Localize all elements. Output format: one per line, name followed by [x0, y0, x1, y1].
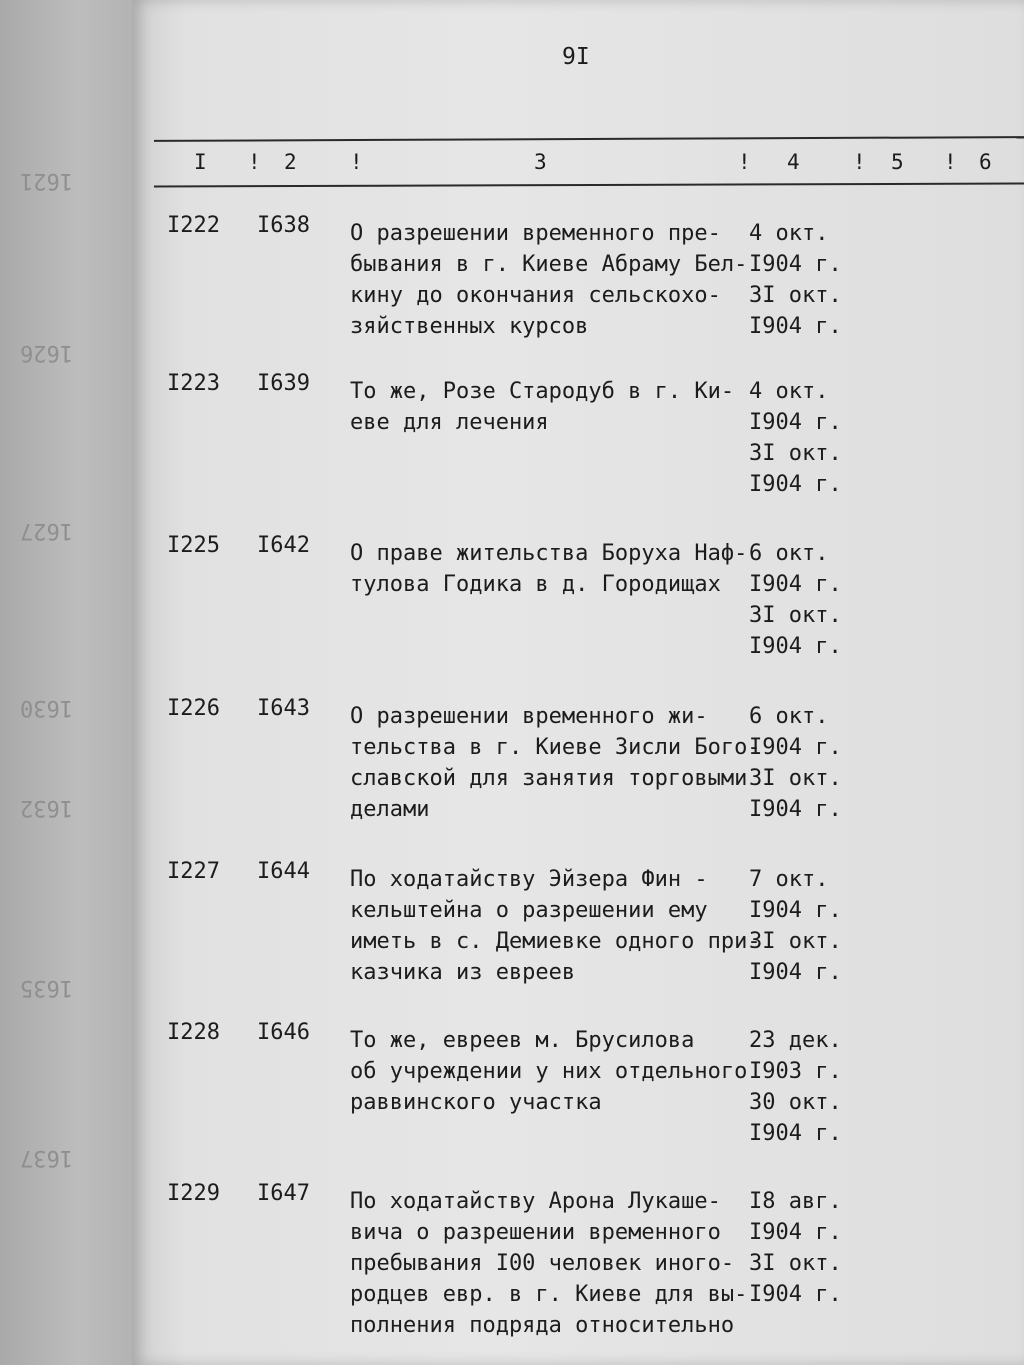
record-description: [350, 864, 761, 988]
record-dates: [749, 701, 889, 825]
description-line: кельштейна о разрешении ему: [350, 898, 708, 923]
date-line: I904 г.: [749, 1220, 842, 1245]
facing-page-number: 1637: [20, 1145, 73, 1170]
record-description: [350, 701, 761, 825]
description-line: родцев евр. в г. Киеве для вы-: [350, 1282, 748, 1307]
date-line: 7 окт.: [749, 867, 829, 892]
date-line: I904 г.: [749, 797, 842, 822]
description-line: об учреждении у них отдельного: [350, 1059, 748, 1084]
header-rule-bottom: [154, 182, 1024, 187]
file-number: I646: [257, 1020, 310, 1045]
description-line: иметь в с. Демиевке одного при-: [350, 929, 761, 954]
record-number: I227: [167, 859, 220, 884]
description-line: делами: [350, 797, 430, 822]
date-line: I904 г.: [749, 1282, 842, 1307]
column-header: [154, 150, 1024, 180]
column-header-3: 3: [534, 150, 547, 174]
description-line: вича о разрешении временного: [350, 1220, 721, 1245]
date-line: 3I окт.: [749, 603, 842, 628]
column-separator: !: [248, 150, 261, 174]
description-line: То же, Розе Стародуб в г. Ки-: [350, 379, 735, 404]
date-line: I904 г.: [749, 472, 842, 497]
date-line: 4 окт.: [749, 379, 829, 404]
record-dates: [749, 1186, 889, 1310]
date-line: I904 г.: [749, 960, 842, 985]
date-line: I904 г.: [749, 572, 842, 597]
facing-page: [0, 0, 132, 1365]
record-description: [350, 218, 750, 342]
file-number: I642: [257, 533, 310, 558]
description-line: По ходатайству Эйзера Фин -: [350, 867, 708, 892]
record-number: I223: [167, 371, 220, 396]
record-description: [350, 1186, 750, 1341]
record-dates: [749, 864, 889, 988]
record-dates: [749, 1025, 889, 1149]
file-number: I643: [257, 696, 310, 721]
description-line: О разрешении временного жи-: [350, 704, 708, 729]
column-header-4: 4: [787, 150, 800, 174]
facing-page-number: 1632: [20, 795, 73, 820]
date-line: 3I окт.: [749, 441, 842, 466]
column-header-1: I: [194, 150, 207, 174]
description-line: зяйственных курсов: [350, 314, 589, 339]
record-number: I228: [167, 1020, 220, 1045]
description-line: кину до окончания сельскохо-: [350, 283, 721, 308]
description-line: тулова Годика в д. Городищах: [350, 572, 721, 597]
column-header-6: 6: [979, 150, 992, 174]
description-line: тельства в г. Киеве Зисли Бого-: [350, 735, 761, 760]
file-number: I639: [257, 371, 310, 396]
column-separator: !: [944, 150, 957, 174]
facing-page-number: 1630: [20, 695, 73, 720]
date-line: I904 г.: [749, 634, 842, 659]
record-description: [350, 538, 750, 600]
record-description: [350, 1025, 750, 1118]
facing-page-number: 1635: [20, 975, 73, 1000]
record-dates: [749, 376, 889, 500]
record-number: I226: [167, 696, 220, 721]
record-number: I222: [167, 213, 220, 238]
facing-page-number: 1621: [20, 168, 73, 193]
date-line: 23 дек.: [749, 1028, 842, 1053]
record-description: [350, 376, 750, 438]
description-line: О разрешении временного пре-: [350, 221, 721, 246]
date-line: 4 окт.: [749, 221, 829, 246]
date-line: I903 г.: [749, 1059, 842, 1084]
column-separator: !: [853, 150, 866, 174]
description-line: пребывания I00 человек иного-: [350, 1251, 735, 1276]
column-header-2: 2: [284, 150, 297, 174]
file-number: I644: [257, 859, 310, 884]
column-separator: !: [738, 150, 751, 174]
date-line: I904 г.: [749, 252, 842, 277]
description-line: раввинского участка: [350, 1090, 602, 1115]
description-line: бывания в г. Киеве Абраму Бел-: [350, 252, 748, 277]
description-line: То же, евреев м. Брусилова: [350, 1028, 695, 1053]
record-dates: [749, 218, 889, 342]
date-line: 6 окт.: [749, 541, 829, 566]
description-line: О праве жительства Боруха Наф-: [350, 541, 748, 566]
record-dates: [749, 538, 889, 662]
description-line: полнения подряда относительно: [350, 1313, 735, 1338]
document-page: [132, 0, 1024, 1365]
date-line: 30 окт.: [749, 1090, 842, 1115]
date-line: I904 г.: [749, 898, 842, 923]
date-line: I904 г.: [749, 314, 842, 339]
date-line: 3I окт.: [749, 283, 842, 308]
date-line: 3I окт.: [749, 1251, 842, 1276]
file-number: I647: [257, 1181, 310, 1206]
date-line: I904 г.: [749, 410, 842, 435]
description-line: славской для занятия торговыми: [350, 766, 748, 791]
record-number: I225: [167, 533, 220, 558]
header-rule-top: [154, 136, 1024, 142]
facing-page-number: 1627: [20, 518, 73, 543]
record-number: I229: [167, 1181, 220, 1206]
date-line: 3I окт.: [749, 766, 842, 791]
column-header-5: 5: [891, 150, 904, 174]
date-line: I904 г.: [749, 735, 842, 760]
date-line: 6 окт.: [749, 704, 829, 729]
description-line: еве для лечения: [350, 410, 549, 435]
date-line: I904 г.: [749, 1121, 842, 1146]
date-line: 3I окт.: [749, 929, 842, 954]
description-line: По ходатайству Арона Лукаше-: [350, 1189, 721, 1214]
date-line: I8 авг.: [749, 1189, 842, 1214]
facing-page-number: 1626: [20, 340, 73, 365]
column-separator: !: [350, 150, 363, 174]
page-number: 9I: [562, 44, 590, 70]
description-line: казчика из евреев: [350, 960, 576, 985]
file-number: I638: [257, 213, 310, 238]
